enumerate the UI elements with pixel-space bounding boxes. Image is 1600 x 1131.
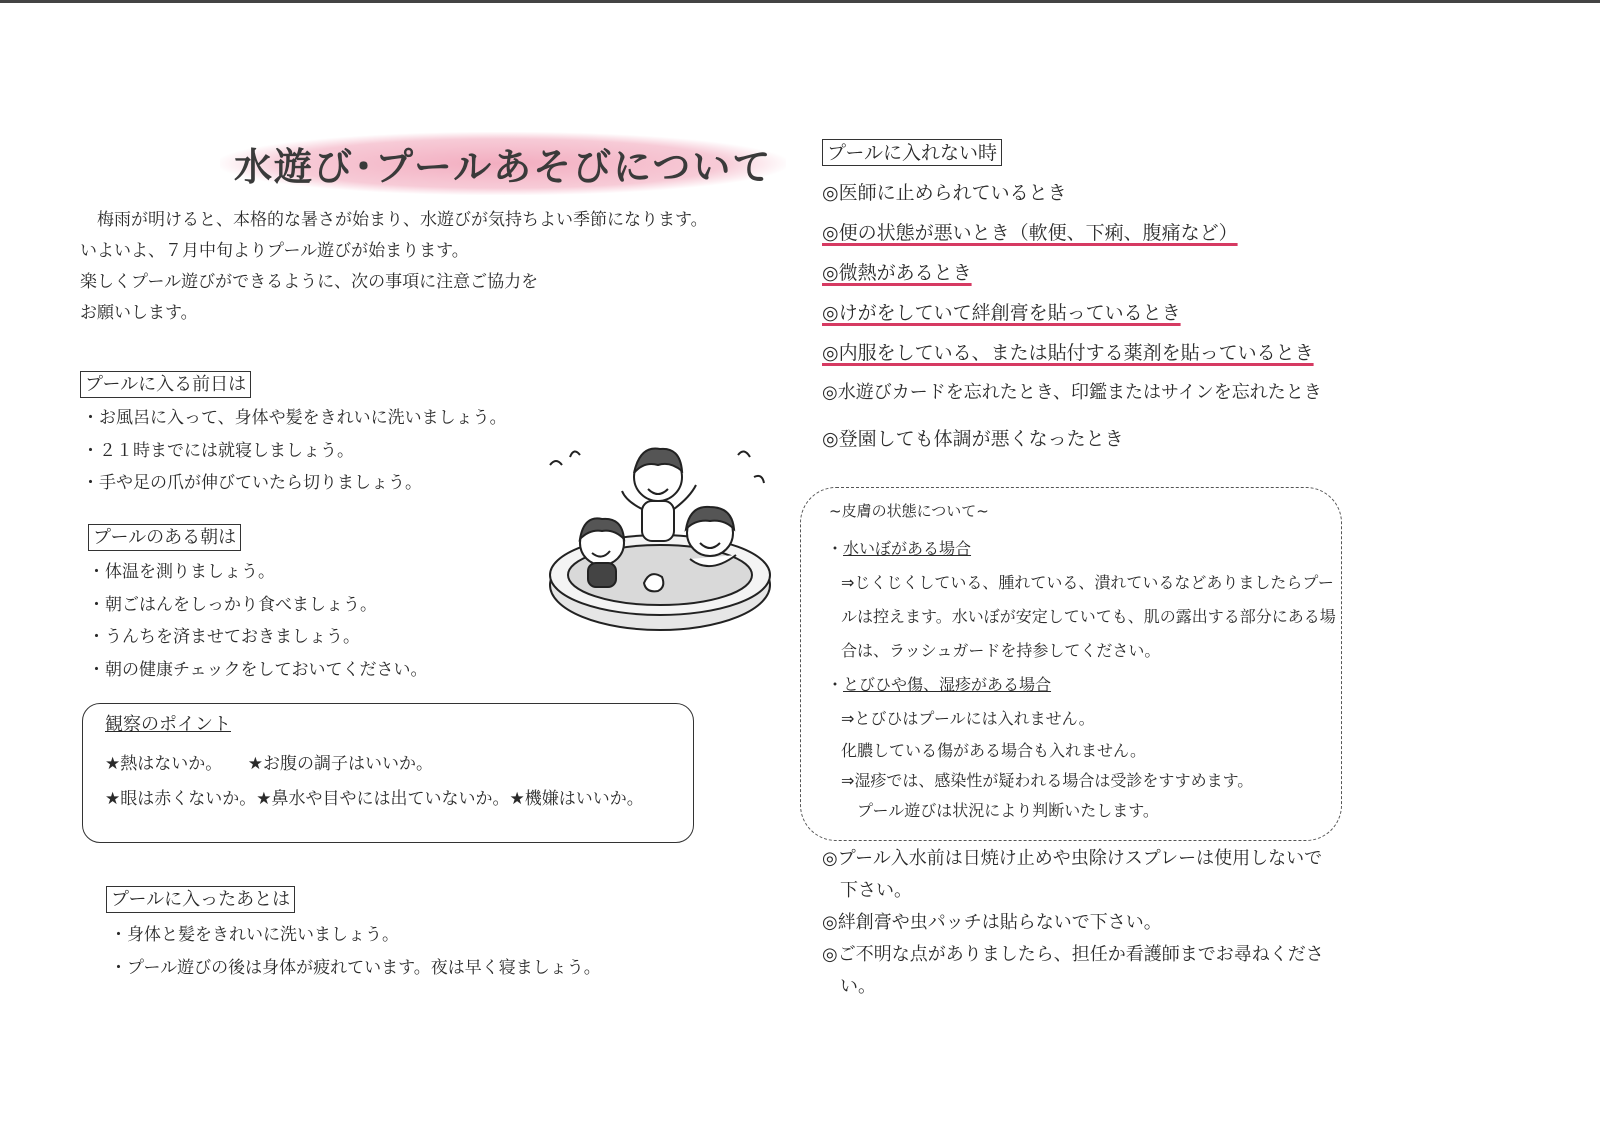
skin-line: ⇒湿疹では、感染性が疑われる場合は受診をすすめます。 <box>841 771 1254 790</box>
list-item: ・身体と髪をきれいに洗いましょう。 <box>110 925 399 945</box>
cannot-enter-list <box>822 173 1322 459</box>
list-item-highlighted: ◎けがをしていて絆創膏を貼っているとき <box>822 302 1181 324</box>
cannot-enter-heading: プールに入れない時 <box>822 139 1002 166</box>
skin-line: 合は、ラッシュガードを持参してください。 <box>841 641 1161 660</box>
skin-condition-box <box>800 487 1342 841</box>
list-item: ・２１時までには就寝しましょう。 <box>82 440 354 461</box>
skin-line: ⇒とびひはプールには入れません。 <box>841 709 1095 728</box>
scan-top-edge <box>0 0 1600 3</box>
observation-row: ★眼は赤くないか。★鼻水や目やには出ていないか。★機嫌はいいか。 <box>105 789 644 809</box>
list-item: ◎水遊びカードを忘れたとき、印鑑またはサインを忘れたとき <box>822 382 1322 403</box>
morning-list <box>88 556 428 686</box>
skin-line: プール遊びは状況により判断いたします。 <box>841 801 1159 820</box>
intro-line: 梅雨が明けると、本格的な暑さが始まり、水遊びが気持ちよい季節になります。 <box>80 210 708 230</box>
intro-paragraph <box>80 205 708 329</box>
water-warts-heading: ・水いぼがある場合 <box>827 539 972 558</box>
note-line: ◎ご不明な点がありましたら、担任か看護師までお尋ねくださ <box>822 944 1324 965</box>
list-item-highlighted: ◎内服をしている、または貼付する薬剤を貼っているとき <box>822 342 1314 364</box>
list-item: ・プール遊びの後は身体が疲れています。夜は早く寝ましょう。 <box>110 957 601 978</box>
after-heading: プールに入ったあとは <box>106 886 295 913</box>
page-title: 水遊び･プールあそびについて <box>220 132 786 195</box>
list-item-highlighted: ◎便の状態が悪いとき（軟便、下痢、腹痛など） <box>822 222 1238 244</box>
observation-row: ★熱はないか。 ★お腹の調子はいいか。 <box>105 754 433 774</box>
skin-line: 化膿している傷がある場合も入れません。 <box>841 741 1146 760</box>
water-warts-label: 水いぼがある場合 <box>843 539 972 558</box>
list-item: ◎登園しても体調が悪くなったとき <box>822 428 1124 450</box>
impetigo-label: とびひや傷、湿疹がある場合 <box>843 675 1052 694</box>
list-item: ・手や足の爪が伸びていたら切りましょう。 <box>82 473 422 493</box>
intro-line: いよいよ、７月中旬よりプール遊びが始まります。 <box>80 241 469 261</box>
list-item: ・お風呂に入って、身体や髪をきれいに洗いましょう。 <box>82 408 507 428</box>
observation-box <box>82 703 694 843</box>
before-day-heading: プールに入る前日は <box>80 371 251 398</box>
skin-content <box>827 532 1336 826</box>
list-item: ・朝ごはんをしっかり食べましょう。 <box>88 594 377 615</box>
note-line: ◎絆創膏や虫パッチは貼らないで下さい。 <box>822 912 1162 933</box>
note-line: 下さい。 <box>822 880 912 901</box>
list-item-highlighted: ◎微熱があるとき <box>822 262 972 284</box>
list-item: ・朝の健康チェックをしておいてください。 <box>88 659 428 680</box>
notes-list <box>822 843 1324 1003</box>
skin-line: ⇒じくじくしている、腫れている、潰れているなどありましたらプー <box>841 573 1334 592</box>
list-item: ・うんちを済ませておきましょう。 <box>88 627 360 647</box>
observation-heading: 観察のポイント <box>105 714 231 735</box>
impetigo-heading: ・とびひや傷、湿疹がある場合 <box>827 675 1052 694</box>
list-item: ◎医師に止められているとき <box>822 182 1067 204</box>
morning-heading: プールのある朝は <box>88 524 241 551</box>
note-line: ◎プール入水前は日焼け止めや虫除けスプレーは使用しないで <box>822 848 1323 869</box>
intro-line: お願いします。 <box>80 303 198 323</box>
intro-line: 楽しくプール遊びができるように、次の事項に注意ご協力を <box>80 272 539 292</box>
before-day-list <box>82 402 507 500</box>
after-list <box>110 919 601 984</box>
skin-line: ルは控えます。水いぼが安定していても、肌の露出する部分にある場 <box>841 607 1336 626</box>
kids-pool-illustration <box>540 435 780 655</box>
list-item: ・体温を測りましょう。 <box>88 562 275 582</box>
skin-title: ~皮膚の状態について~ <box>829 502 989 520</box>
note-line: い。 <box>822 976 876 997</box>
